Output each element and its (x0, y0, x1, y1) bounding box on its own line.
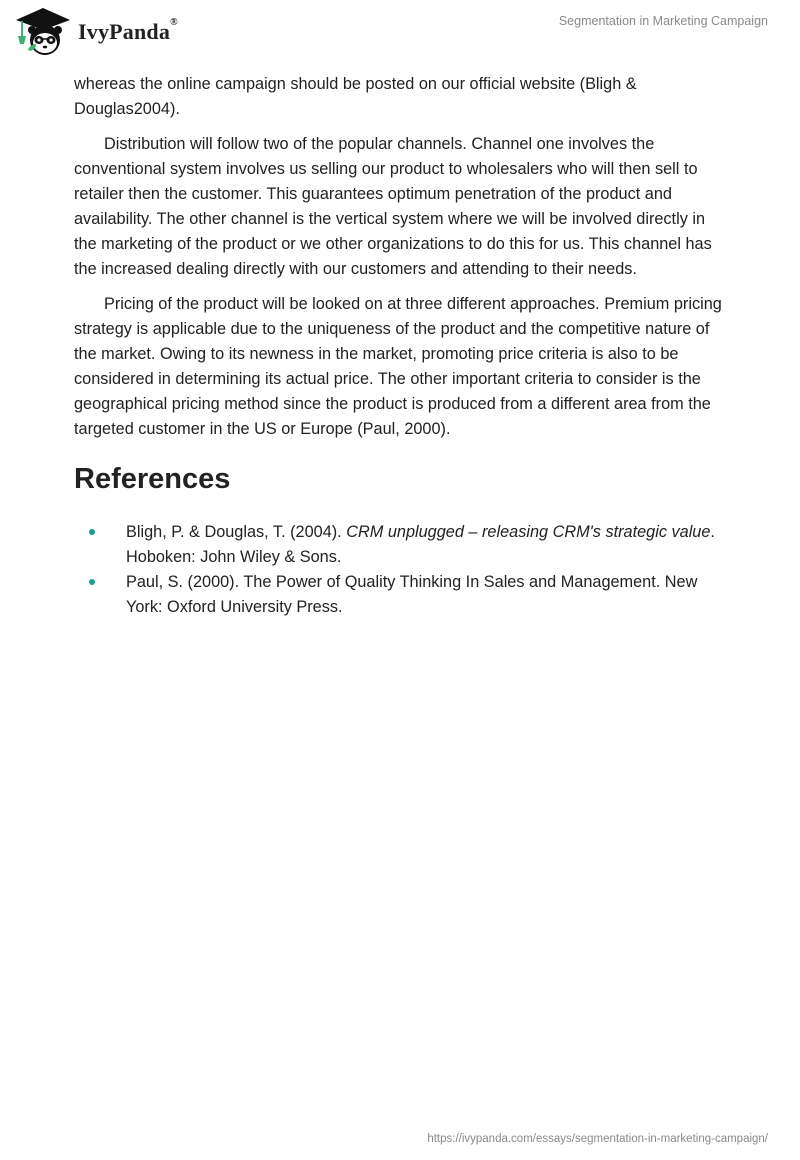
reference-item (74, 570, 726, 620)
ivypanda-logo[interactable] (14, 6, 178, 58)
registered-mark: ® (170, 17, 178, 28)
paragraph-distribution: Distribution will follow two of the popular channels. Channel one involves the conventional system involves us selling our product to wholesalers who will then sell to retailer then the customer. This guarantees optimum penetration of the product and availability. The other channel is the vertical system where we will be involved directly in the marketing of the product or we other organizations to do this for us. This channel has the increased dealing directly with our customers and attending to their needs. (74, 135, 712, 278)
bullet-dot-icon (89, 529, 95, 535)
paragraph-continuation: whereas the online campaign should be posted on our official website (Bligh & Douglas2004). (74, 75, 637, 118)
reference-title: CRM unplugged – releasing CRM's strategic value (346, 523, 711, 541)
essay-content (74, 72, 726, 620)
footer-url-link[interactable]: https://ivypanda.com/essays/segmentation-in-marketing-campaign/ (427, 1133, 768, 1145)
references-list (74, 520, 726, 620)
page-header (0, 0, 800, 64)
reference-text: Paul, S. (2000). The Power of Quality Thinking In Sales and Management. New York: Oxford University Press. (126, 573, 698, 616)
references-heading: References (74, 463, 231, 495)
reference-item (74, 520, 726, 570)
document-title: Segmentation in Marketing Campaign (558, 14, 768, 28)
reference-text: Bligh, P. & Douglas, T. (2004). (126, 523, 347, 541)
bullet-dot-icon (89, 579, 95, 585)
panda-graduation-cap-icon (14, 6, 72, 58)
paragraph-pricing: Pricing of the product will be looked on at three different approaches. Premium pricing strategy is applicable due to the uniqueness of the product and the competitive nature of the market. Owing to its newness in the market, promoting price criteria is also to be considered in determining its actual price. The other important criteria to consider is the geographical pricing method since the product is produced from a different area from the targeted customer in the US or Europe (Paul, 2000). (74, 295, 722, 438)
brand-name: IvyPanda® (78, 17, 178, 44)
reference-publisher: . Hoboken: John Wiley & Sons. (126, 523, 715, 566)
